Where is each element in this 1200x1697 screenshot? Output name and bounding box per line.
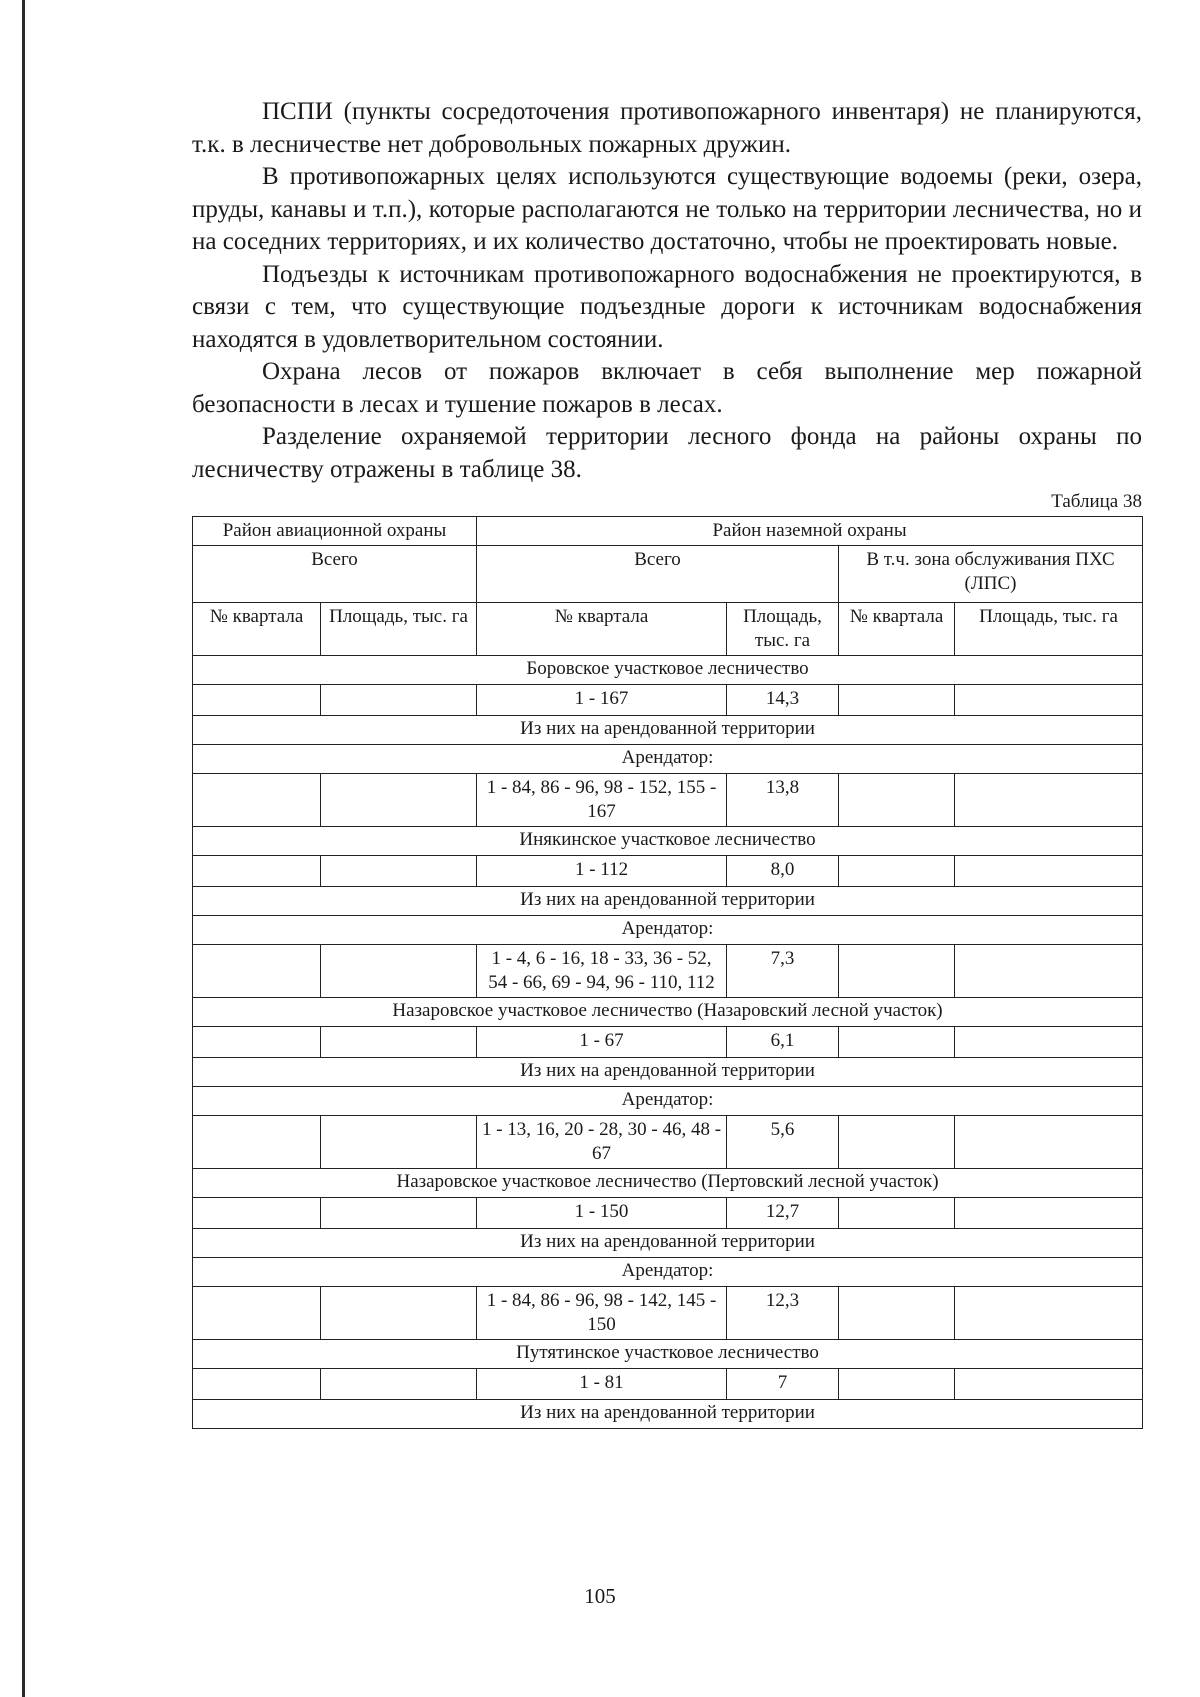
cell-aviation-quarter — [193, 945, 321, 998]
cell-aviation-area — [321, 856, 477, 887]
cell-service-area — [955, 1116, 1143, 1169]
cell-service-quarter — [839, 1027, 955, 1058]
cell-ground-area: 7 — [727, 1369, 839, 1400]
cell-ground-quarter: 1 - 13, 16, 20 - 28, 30 - 46, 48 - 67 — [477, 1116, 727, 1169]
cell-aviation-area — [321, 685, 477, 716]
header-col-service-quarter: № квартала — [839, 603, 955, 656]
cell-ground-area: 7,3 — [727, 945, 839, 998]
cell-service-quarter — [839, 1287, 955, 1340]
section-row — [193, 1400, 1143, 1429]
cell-service-quarter — [839, 1116, 955, 1169]
table-row — [193, 685, 1143, 716]
section-row — [193, 1058, 1143, 1087]
cell-service-quarter — [839, 1198, 955, 1229]
scan-edge-line — [22, 0, 25, 1697]
section-row — [193, 656, 1143, 685]
table-caption: Таблица 38 — [1051, 491, 1142, 512]
cell-aviation-quarter — [193, 1116, 321, 1169]
body-text — [192, 96, 1142, 486]
header-col-ground-area: Площадь, тыс. га — [727, 603, 839, 656]
cell-aviation-area — [321, 1116, 477, 1169]
section-row — [193, 916, 1143, 945]
cell-aviation-quarter — [193, 1287, 321, 1340]
section-row — [193, 1258, 1143, 1287]
cell-service-area — [955, 685, 1143, 716]
cell-aviation-quarter — [193, 1198, 321, 1229]
cell-ground-quarter: 1 - 112 — [477, 856, 727, 887]
header-ground-total: Всего — [477, 546, 839, 603]
header-service-zone: В т.ч. зона обслуживания ПХС (ЛПС) — [839, 546, 1143, 603]
header-col-aviation-area: Площадь, тыс. га — [321, 603, 477, 656]
cell-service-area — [955, 945, 1143, 998]
cell-service-area — [955, 1198, 1143, 1229]
cell-ground-quarter: 1 - 84, 86 - 96, 98 - 142, 145 - 150 — [477, 1287, 727, 1340]
table-row — [193, 774, 1143, 827]
section-title: Назаровское участковое лесничество (Пертовский лесной участок) — [193, 1169, 1143, 1198]
document-page — [192, 96, 1142, 1429]
header-aviation: Район авиационной охраны — [193, 517, 477, 546]
cell-ground-area: 8,0 — [727, 856, 839, 887]
paragraph-pspi: ПСПИ (пункты сосредоточения противопожарного инвентаря) не планируются, т.к. в лесничестве нет добровольных пожарных дружин. — [192, 98, 1142, 158]
cell-service-area — [955, 1287, 1143, 1340]
section-title: Арендатор: — [193, 1258, 1143, 1287]
cell-service-area — [955, 1369, 1143, 1400]
protection-zones-table — [192, 516, 1143, 1429]
cell-ground-area: 13,8 — [727, 774, 839, 827]
page-number: 105 — [584, 1584, 616, 1608]
section-title: Путятинское участковое лесничество — [193, 1340, 1143, 1369]
section-title: Из них на арендованной территории — [193, 1229, 1143, 1258]
header-col-aviation-quarter: № квартала — [193, 603, 321, 656]
cell-ground-area: 5,6 — [727, 1116, 839, 1169]
section-title: Арендатор: — [193, 745, 1143, 774]
section-row — [193, 1229, 1143, 1258]
cell-service-area — [955, 856, 1143, 887]
section-title: Боровское участковое лесничество — [193, 656, 1143, 685]
section-title: Арендатор: — [193, 916, 1143, 945]
section-row — [193, 1340, 1143, 1369]
cell-ground-quarter: 1 - 67 — [477, 1027, 727, 1058]
section-row — [193, 1087, 1143, 1116]
cell-aviation-quarter — [193, 1369, 321, 1400]
cell-aviation-quarter — [193, 774, 321, 827]
cell-service-area — [955, 1027, 1143, 1058]
cell-aviation-area — [321, 1027, 477, 1058]
section-row — [193, 1169, 1143, 1198]
paragraph-fire-protection: Охрана лесов от пожаров включает в себя выполнение мер пожарной безопасности в лесах и тушение пожаров в лесах. — [192, 358, 1142, 418]
paragraph-table-reference: Разделение охраняемой территории лесного фонда на районы охраны по лесничеству отражены в таблице 38. — [192, 423, 1142, 483]
cell-aviation-quarter — [193, 1027, 321, 1058]
table-row — [193, 1027, 1143, 1058]
section-title: Из них на арендованной территории — [193, 716, 1143, 745]
cell-aviation-area — [321, 1287, 477, 1340]
cell-ground-area: 12,7 — [727, 1198, 839, 1229]
cell-aviation-quarter — [193, 856, 321, 887]
header-col-ground-quarter: № квартала — [477, 603, 727, 656]
cell-ground-quarter: 1 - 4, 6 - 16, 18 - 33, 36 - 52, 54 - 66, 69 - 94, 96 - 110, 112 — [477, 945, 727, 998]
section-row — [193, 827, 1143, 856]
cell-service-area — [955, 774, 1143, 827]
cell-ground-area: 6,1 — [727, 1027, 839, 1058]
cell-service-quarter — [839, 856, 955, 887]
cell-ground-area: 12,3 — [727, 1287, 839, 1340]
cell-ground-quarter: 1 - 150 — [477, 1198, 727, 1229]
table-row — [193, 1369, 1143, 1400]
header-row-3 — [193, 603, 1143, 656]
section-title: Арендатор: — [193, 1087, 1143, 1116]
cell-service-quarter — [839, 1369, 955, 1400]
section-title: Из них на арендованной территории — [193, 887, 1143, 916]
cell-aviation-area — [321, 1198, 477, 1229]
paragraph-access-roads: Подъезды к источникам противопожарного водоснабжения не проектируются, в связи с тем, что существующие подъездные дороги к источникам водоснабжения находятся в удовлетворительном состоянии. — [192, 260, 1142, 353]
cell-ground-area: 14,3 — [727, 685, 839, 716]
section-title: Из них на арендованной территории — [193, 1400, 1143, 1429]
cell-aviation-quarter — [193, 685, 321, 716]
header-col-service-area: Площадь, тыс. га — [955, 603, 1143, 656]
header-row-1 — [193, 517, 1143, 546]
table-body — [193, 517, 1143, 1429]
cell-aviation-area — [321, 774, 477, 827]
cell-aviation-area — [321, 945, 477, 998]
cell-service-quarter — [839, 685, 955, 716]
section-title: Из них на арендованной территории — [193, 1058, 1143, 1087]
cell-ground-quarter: 1 - 167 — [477, 685, 727, 716]
cell-aviation-area — [321, 1369, 477, 1400]
header-aviation-total: Всего — [193, 546, 477, 603]
table-row — [193, 1116, 1143, 1169]
cell-ground-quarter: 1 - 81 — [477, 1369, 727, 1400]
cell-service-quarter — [839, 945, 955, 998]
header-ground: Район наземной охраны — [477, 517, 1143, 546]
cell-ground-quarter: 1 - 84, 86 - 96, 98 - 152, 155 - 167 — [477, 774, 727, 827]
section-title: Назаровское участковое лесничество (Назаровский лесной участок) — [193, 998, 1143, 1027]
paragraph-water-bodies: В противопожарных целях используются существующие водоемы (реки, озера, пруды, канавы и т.п.), которые располагаются не только на территории лесничества, но и на соседних территориях, и их количество достаточно, чтобы не проектировать новые. — [192, 163, 1142, 255]
header-row-2 — [193, 546, 1143, 603]
table-row — [193, 1198, 1143, 1229]
section-title: Инякинское участковое лесничество — [193, 827, 1143, 856]
table-row — [193, 1287, 1143, 1340]
table-row — [193, 856, 1143, 887]
cell-service-quarter — [839, 774, 955, 827]
section-row — [193, 887, 1143, 916]
section-row — [193, 998, 1143, 1027]
section-row — [193, 716, 1143, 745]
table-row — [193, 945, 1143, 998]
section-row — [193, 745, 1143, 774]
